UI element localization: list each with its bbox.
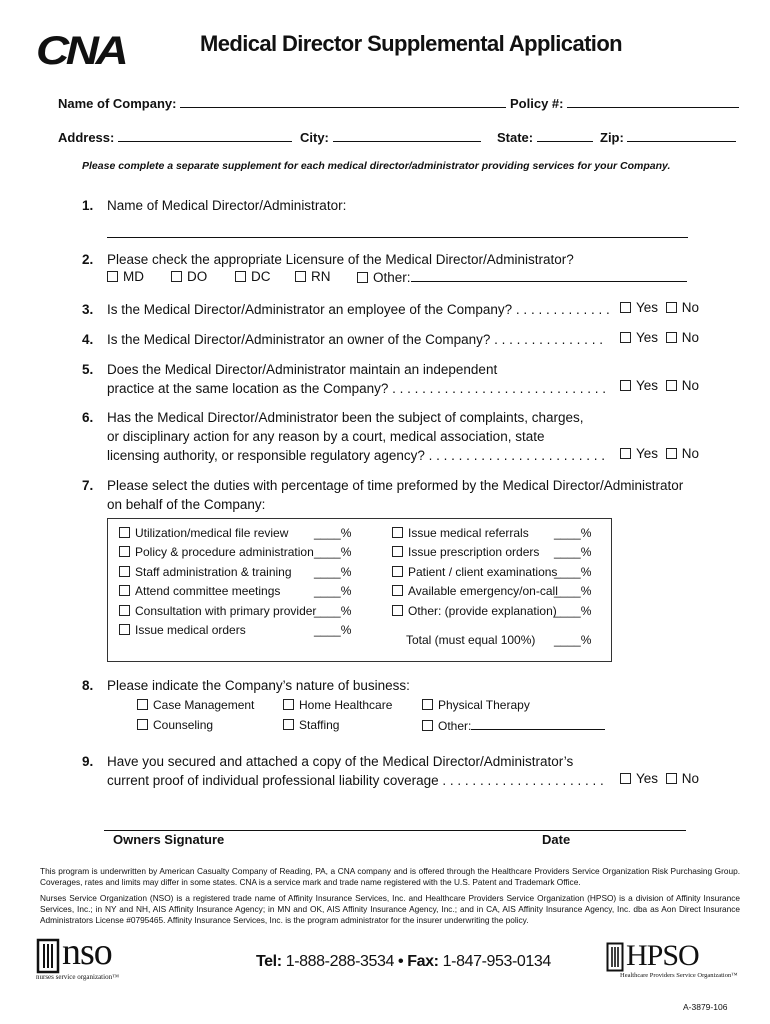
- business-option[interactable]: [422, 698, 530, 712]
- option-dc[interactable]: [235, 269, 271, 284]
- option-label: MD: [123, 269, 144, 284]
- owner-signature-label: Owners Signature: [113, 832, 225, 847]
- checkbox[interactable]: [392, 566, 403, 577]
- cna-logo: CNA: [36, 29, 126, 73]
- q7-text-line1: Please select the duties with percentage of time preformed by the Medical Director/Administrator: [107, 478, 684, 493]
- q9-text-line1: Have you secured and attached a copy of the Medical Director/Administrator’s: [107, 754, 574, 769]
- duty-label: Other: (provide explanation): [408, 604, 557, 618]
- director-name-field[interactable]: [107, 224, 688, 238]
- policy-label: Policy #:: [510, 96, 564, 111]
- q4-text: Is the Medical Director/Administrator an owner of the Company? . . . . . . . . . . . . . . .: [107, 332, 603, 347]
- q3-yes-no: [620, 300, 699, 315]
- checkbox[interactable]: [137, 719, 148, 730]
- state-field[interactable]: [537, 129, 593, 142]
- checkbox[interactable]: [107, 271, 118, 282]
- checkbox[interactable]: [422, 699, 433, 710]
- checkbox[interactable]: [357, 272, 368, 283]
- business-label: Staffing: [299, 718, 340, 732]
- instruction-text: Please complete a separate supplement for each medical director/administrator providing services for your Company.: [82, 160, 671, 172]
- duty-item[interactable]: [392, 604, 557, 618]
- separator-bullet: •: [398, 953, 404, 970]
- checkbox[interactable]: [392, 546, 403, 557]
- no-label: No: [681, 446, 700, 461]
- address-field[interactable]: [118, 129, 292, 142]
- q1-text: Name of Medical Director/Administrator:: [107, 198, 347, 213]
- percent-field[interactable]: ____%: [554, 584, 592, 598]
- q9-yes-no: [620, 771, 699, 786]
- yes-label: Yes: [636, 330, 659, 345]
- nso-wordmark: nso: [62, 931, 112, 973]
- hpso-emblem-icon: [606, 942, 624, 972]
- percent-field[interactable]: ____%: [314, 623, 352, 637]
- q6-yes-no: [620, 446, 699, 461]
- footer-underwriting-text: This program is underwritten by American Casualty Company of Reading, PA, a CNA company and is offered through the Healthcare Providers Service Organization Risk Purchasing Group. Coverages, rates and limits may differ in some states. CNA is a service mark and trade name registered with the U.S. Patent and Trademark Office.: [40, 866, 740, 887]
- q8-number: 8.: [82, 678, 94, 693]
- percent-field[interactable]: ____%: [554, 565, 592, 579]
- city-label: City:: [300, 130, 329, 145]
- checkbox[interactable]: [119, 527, 130, 538]
- nso-logo: [36, 931, 146, 982]
- checkbox[interactable]: [283, 699, 294, 710]
- duty-item[interactable]: [392, 565, 557, 579]
- business-option[interactable]: [283, 698, 392, 712]
- duty-label: Issue medical referrals: [408, 526, 529, 540]
- nso-emblem-icon: [36, 938, 60, 974]
- duty-item[interactable]: [119, 565, 292, 579]
- other-licensure-field[interactable]: [411, 269, 687, 282]
- company-field[interactable]: [180, 95, 506, 108]
- checkbox[interactable]: [283, 719, 294, 730]
- q3-text: Is the Medical Director/Administrator an employee of the Company? . . . . . . . . . . . . .: [107, 302, 610, 317]
- fax-label: Fax:: [407, 953, 439, 970]
- q6-text-line3: licensing authority, or responsible regulatory agency? . . . . . . . . . . . . . . . . . . . . . . . .: [107, 448, 605, 463]
- q5-text-line1: Does the Medical Director/Administrator maintain an independent: [107, 362, 498, 377]
- zip-field[interactable]: [627, 129, 736, 142]
- signature-line[interactable]: [104, 830, 686, 831]
- duty-label: Consultation with primary provider: [135, 604, 317, 618]
- policy-row: [510, 95, 739, 111]
- duty-item[interactable]: [119, 526, 288, 540]
- checkbox[interactable]: [295, 271, 306, 282]
- no-checkbox[interactable]: [666, 773, 677, 784]
- contact-line: [256, 953, 551, 971]
- no-label: No: [681, 300, 700, 315]
- option-label: DC: [251, 269, 271, 284]
- option-md[interactable]: [107, 269, 144, 284]
- q4-yes-no: [620, 330, 699, 345]
- business-label: Home Healthcare: [299, 698, 393, 712]
- no-checkbox[interactable]: [666, 302, 677, 313]
- q6-text-line1: Has the Medical Director/Administrator been the subject of complaints, charges,: [107, 410, 584, 425]
- duty-item[interactable]: [119, 604, 316, 618]
- q9-text-line2: current proof of individual professional liability coverage . . . . . . . . . . . . . . . . . . . . . .: [107, 773, 604, 788]
- percent-field[interactable]: ____%: [314, 526, 352, 540]
- percent-field[interactable]: ____%: [314, 565, 352, 579]
- nso-subtitle: nurses service organization™: [36, 973, 119, 981]
- duty-label: Issue prescription orders: [408, 545, 540, 559]
- q6-number: 6.: [82, 410, 94, 425]
- percent-field[interactable]: ____%: [314, 545, 352, 559]
- city-row: [300, 129, 481, 145]
- total-label: Total (must equal 100%): [406, 633, 536, 647]
- option-label: DO: [187, 269, 208, 284]
- yes-checkbox[interactable]: [620, 332, 631, 343]
- no-checkbox[interactable]: [666, 448, 677, 459]
- duty-label: Policy & procedure administration: [135, 545, 314, 559]
- duty-label: Patient / client examinations: [408, 565, 558, 579]
- fax-number: 1-847-953-0134: [442, 953, 551, 970]
- checkbox[interactable]: [392, 605, 403, 616]
- option-do[interactable]: [171, 269, 207, 284]
- page-title: Medical Director Supplemental Application: [200, 31, 622, 56]
- other-business-field[interactable]: [471, 718, 605, 730]
- checkbox[interactable]: [171, 271, 182, 282]
- percent-field[interactable]: ____%: [314, 604, 352, 618]
- tel-number[interactable]: 1-888-288-3534: [285, 953, 394, 970]
- q2-number: 2.: [82, 252, 94, 267]
- percent-field[interactable]: ____%: [314, 584, 352, 598]
- duty-item[interactable]: [119, 545, 314, 559]
- q7-text-line2: on behalf of the Company:: [107, 497, 266, 512]
- checkbox[interactable]: [119, 585, 130, 596]
- business-option[interactable]: [283, 718, 339, 732]
- yes-label: Yes: [636, 771, 659, 786]
- state-row: [497, 129, 593, 145]
- option-rn[interactable]: [295, 269, 331, 284]
- city-field[interactable]: [333, 129, 481, 142]
- business-label: Other:: [438, 719, 472, 733]
- checkbox[interactable]: [392, 527, 403, 538]
- checkbox[interactable]: [392, 585, 403, 596]
- duty-label: Available emergency/on-call: [408, 584, 558, 598]
- q9-number: 9.: [82, 754, 94, 769]
- no-label: No: [681, 771, 700, 786]
- checkbox[interactable]: [119, 605, 130, 616]
- business-option[interactable]: [137, 718, 213, 732]
- business-option[interactable]: [137, 698, 254, 712]
- q8-text: Please indicate the Company’s nature of business:: [107, 678, 410, 693]
- q5-number: 5.: [82, 362, 94, 377]
- yes-label: Yes: [636, 446, 659, 461]
- yes-checkbox[interactable]: [620, 773, 631, 784]
- percent-field[interactable]: ____%: [554, 604, 592, 618]
- checkbox[interactable]: [235, 271, 246, 282]
- q2-text: Please check the appropriate Licensure of the Medical Director/Administrator?: [107, 252, 574, 267]
- yes-checkbox[interactable]: [620, 302, 631, 313]
- option-label: RN: [311, 269, 331, 284]
- checkbox[interactable]: [119, 566, 130, 577]
- tel-label: Tel:: [256, 953, 282, 970]
- checkbox[interactable]: [422, 720, 433, 731]
- business-label: Physical Therapy: [438, 698, 530, 712]
- business-label: Counseling: [153, 718, 214, 732]
- checkbox[interactable]: [119, 546, 130, 557]
- percent-field[interactable]: ____%: [554, 526, 592, 540]
- duty-item[interactable]: [392, 584, 558, 598]
- hpso-subtitle: Healthcare Providers Service Organization™: [620, 972, 738, 979]
- yes-label: Yes: [636, 300, 659, 315]
- checkbox[interactable]: [119, 624, 130, 635]
- business-label: Case Management: [153, 698, 255, 712]
- zip-row: [600, 129, 736, 145]
- duty-label: Attend committee meetings: [135, 584, 281, 598]
- q1-number: 1.: [82, 198, 94, 213]
- duty-item[interactable]: [119, 584, 280, 598]
- form-code: A-3879-106: [683, 1002, 728, 1012]
- no-checkbox[interactable]: [666, 380, 677, 391]
- policy-field[interactable]: [567, 95, 739, 108]
- duty-item[interactable]: [119, 623, 246, 637]
- percent-field[interactable]: ____%: [554, 545, 592, 559]
- zip-label: Zip:: [600, 130, 624, 145]
- q3-number: 3.: [82, 302, 94, 317]
- q6-text-line2: or disciplinary action for any reason by a court, medical association, state: [107, 429, 545, 444]
- hpso-wordmark: HPSO: [626, 939, 699, 972]
- address-row: [58, 129, 292, 145]
- option-other[interactable]: [357, 269, 687, 285]
- option-label: Other:: [373, 270, 411, 285]
- no-label: No: [681, 330, 700, 345]
- total-percent-field[interactable]: ____%: [554, 633, 592, 647]
- business-option[interactable]: [422, 718, 605, 733]
- q7-number: 7.: [82, 478, 94, 493]
- no-label: No: [681, 378, 700, 393]
- q5-text-line2: practice at the same location as the Company? . . . . . . . . . . . . . . . . . . . . . . . . . . . . .: [107, 381, 606, 396]
- duty-item[interactable]: [392, 545, 539, 559]
- yes-checkbox[interactable]: [620, 448, 631, 459]
- company-row: [58, 95, 506, 111]
- footer-program-text: Nurses Service Organization (NSO) is a registered trade name of Affinity Insurance Services, Inc. and Healthcare Providers Service Organization (HPSO) is a division of Affinity Insurance Services, Inc.; in NY and NH, AIS Affinity Insurance Agency; in MN and OK, AIS Affinity Insurance Agency, Inc.; and in CA, AIS Affinity Insurance Agency, Inc. dba as Aon Direct Insurance Administrators License #0795465. Affinity Insurance Services, Inc. is the program administrator for the insurer underwriting the policy.: [40, 893, 740, 925]
- yes-label: Yes: [636, 378, 659, 393]
- duty-label: Staff administration & training: [135, 565, 292, 579]
- checkbox[interactable]: [137, 699, 148, 710]
- duty-item[interactable]: [392, 526, 529, 540]
- hpso-logo: [606, 940, 740, 982]
- company-label: Name of Company:: [58, 96, 177, 111]
- address-label: Address:: [58, 130, 115, 145]
- yes-checkbox[interactable]: [620, 380, 631, 391]
- date-label: Date: [542, 832, 571, 847]
- q5-yes-no: [620, 378, 699, 393]
- duty-label: Issue medical orders: [135, 623, 246, 637]
- duty-label: Utilization/medical file review: [135, 526, 289, 540]
- no-checkbox[interactable]: [666, 332, 677, 343]
- state-label: State:: [497, 130, 534, 145]
- q4-number: 4.: [82, 332, 94, 347]
